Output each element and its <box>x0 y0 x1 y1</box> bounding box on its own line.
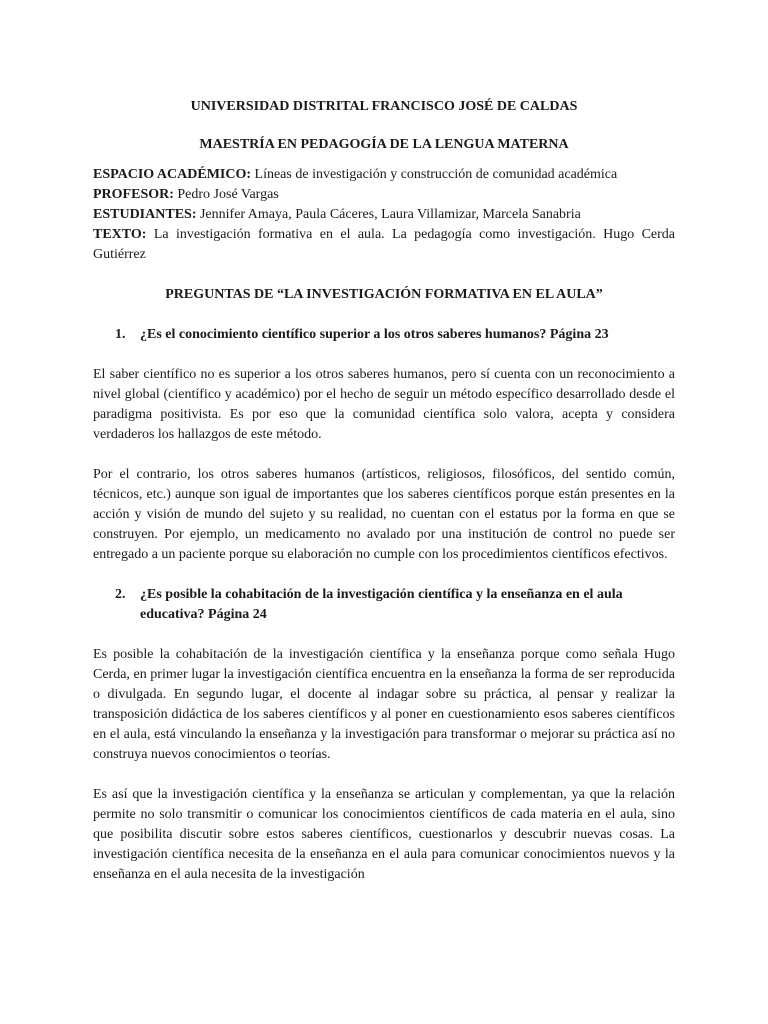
texto-value: La investigación formativa en el aula. La pedagogía como investigación. Hugo Cerda Gutiérrez <box>93 227 675 262</box>
section-title: PREGUNTAS DE “LA INVESTIGACIÓN FORMATIVA EN EL AULA” <box>165 287 603 302</box>
espacio-academico-label: ESPACIO ACADÉMICO: <box>93 167 252 182</box>
espacio-academico-line <box>93 165 675 185</box>
answer-paragraph: Por el contrario, los otros saberes humanos (artísticos, religiosos, filosóficos, del sentido común, técnicos, etc.) aunque son igual de importantes que los saberes científicos porque están presentes en la acción y visión de mundo del sujeto y su realidad, no cuentan con el estatus por la forma en que se construyen. Por ejemplo, un medicamento no avalado por una institución de control no puede ser entregado a un paciente porque su elaboración no cumple con los procedimientos científicos efectivos. <box>93 467 675 562</box>
metadata-block <box>93 165 675 265</box>
answer-paragraph: Es así que la investigación científica y la enseñanza se articulan y complementan, ya que la relación permite no solo transmitir o comunicar los conocimientos científicos de cada materia en el aula, sino que posibilita discutir sobre estos saberes científicos, cuestionarlos y descubrir nuevas cosas. La investigación científica necesita de la enseñanza en el aula para comunicar conocimientos nuevos y la enseñanza en el aula necesita de la investigación <box>93 787 675 882</box>
question-text: ¿Es el conocimiento científico superior a los otros saberes humanos? Página 23 <box>140 327 609 342</box>
profesor-line <box>93 185 675 205</box>
document-page <box>93 97 675 885</box>
estudiantes-label: ESTUDIANTES: <box>93 207 197 222</box>
texto-line <box>93 225 675 265</box>
estudiantes-line <box>93 205 675 225</box>
espacio-academico-value: Líneas de investigación y construcción de comunidad académica <box>251 167 618 182</box>
profesor-value: Pedro José Vargas <box>173 187 279 202</box>
texto-label: TEXTO: <box>93 227 147 242</box>
question-text: ¿Es posible la cohabitación de la investigación científica y la enseñanza en el aula educativa? Página 24 <box>140 587 623 622</box>
program-title: MAESTRÍA EN PEDAGOGÍA DE LA LENGUA MATERNA <box>199 137 569 152</box>
question-number: 1. <box>115 327 126 342</box>
answer-paragraph: Es posible la cohabitación de la investigación científica y la enseñanza porque como señala Hugo Cerda, en primer lugar la investigación científica encuentra en la enseñanza la forma de ser reproducida o divulgada. En segundo lugar, el docente al indagar sobre su práctica, al pensar y realizar la transposición didáctica de los saberes científicos y al poner en cuestionamiento esos saberes científicos en el aula, está vinculando la enseñanza y la investigación para transformar o mejorar su práctica así no construya nuevos conocimientos o teorías. <box>93 647 675 762</box>
profesor-label: PROFESOR: <box>93 187 174 202</box>
estudiantes-value: Jennifer Amaya, Paula Cáceres, Laura Villamizar, Marcela Sanabria <box>196 207 581 222</box>
answer-paragraph: El saber científico no es superior a los otros saberes humanos, pero sí cuenta con un reconocimiento a nivel global (científico y académico) por el hecho de seguir un método específico desarrollado desde el paradigma positivista. Es por eso que la comunidad científica solo valora, acepta y considera verdaderos los hallazgos de este método. <box>93 367 675 442</box>
question-number: 2. <box>115 587 126 602</box>
question-heading <box>93 325 675 345</box>
question-heading <box>93 585 675 625</box>
university-title: UNIVERSIDAD DISTRITAL FRANCISCO JOSÉ DE CALDAS <box>190 99 578 114</box>
